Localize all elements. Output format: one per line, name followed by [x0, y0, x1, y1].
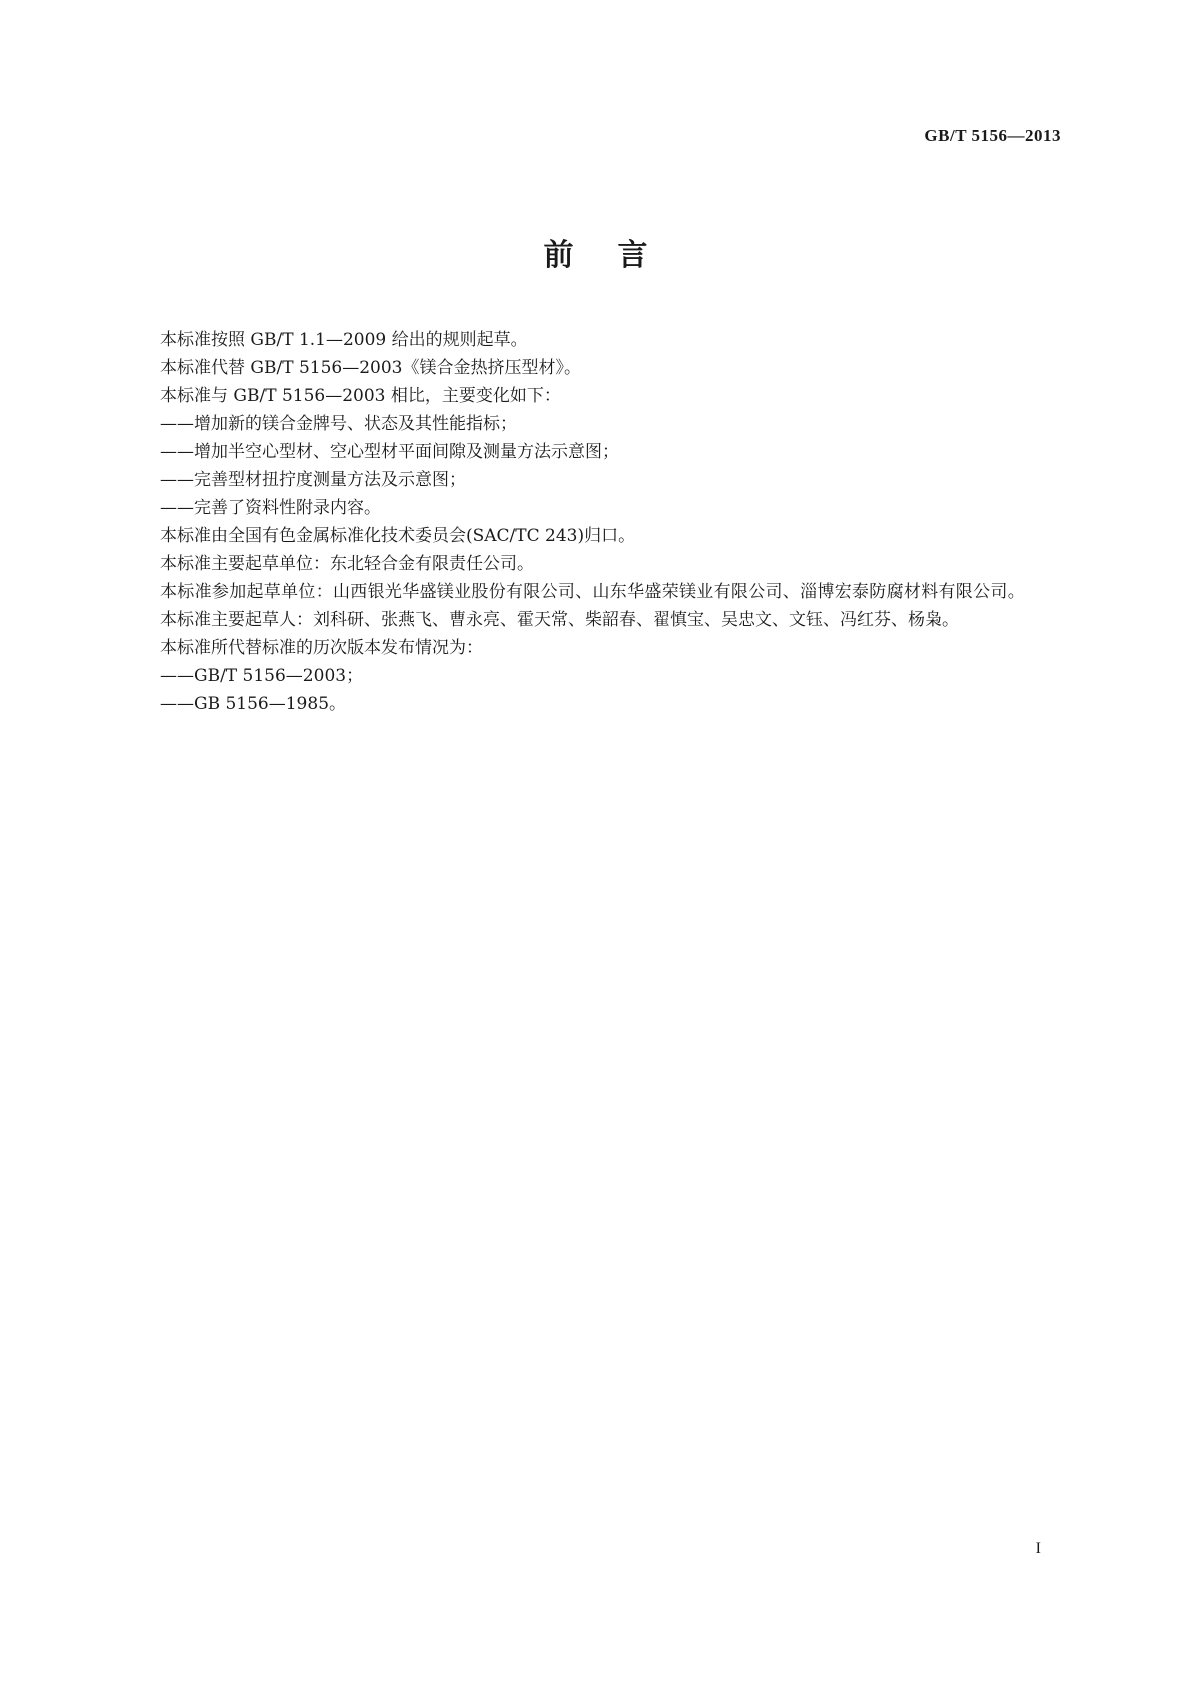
- list-item-change-4: ——完善了资料性附录内容。: [160, 498, 381, 518]
- document-body: [126, 326, 1062, 718]
- paragraph-administered-by: 本标准由全国有色金属标准化技术委员会(SAC/TC 243)归口。: [160, 526, 636, 546]
- standard-number: GB/T 5156—2013: [924, 126, 1061, 145]
- paragraph-drafting-rules: 本标准按照 GB/T 1.1—2009 给出的规则起草。: [160, 330, 528, 350]
- paragraph-main-drafting-unit: 本标准主要起草单位：东北轻合金有限责任公司。: [160, 554, 534, 574]
- page-title: 前言: [543, 238, 692, 273]
- list-item-change-2: ——增加半空心型材、空心型材平面间隙及测量方法示意图；: [160, 442, 619, 462]
- paragraph-participating-units: 本标准参加起草单位：山西银光华盛镁业股份有限公司、山东华盛荣镁业有限公司、淄博宏泰防腐材料有限公司。: [160, 582, 1025, 602]
- list-item-change-3: ——完善型材扭拧度测量方法及示意图；: [160, 470, 466, 490]
- list-item-edition-2: ——GB 5156—1985。: [160, 694, 347, 714]
- paragraph-main-changes: 本标准与 GB/T 5156—2003 相比，主要变化如下：: [160, 386, 561, 406]
- list-item-change-1: ——增加新的镁合金牌号、状态及其性能指标；: [160, 414, 517, 434]
- page-number: I: [1035, 1540, 1041, 1557]
- paragraph-main-drafters: 本标准主要起草人：刘科研、张燕飞、曹永亮、霍天常、柴韶春、翟慎宝、吴忠文、文钰、冯红芬、杨枭。: [160, 610, 959, 630]
- list-item-edition-1: ——GB/T 5156—2003；: [160, 666, 364, 686]
- paragraph-previous-editions: 本标准所代替标准的历次版本发布情况为：: [160, 638, 483, 658]
- paragraph-replaces: 本标准代替 GB/T 5156—2003《镁合金热挤压型材》。: [160, 358, 581, 378]
